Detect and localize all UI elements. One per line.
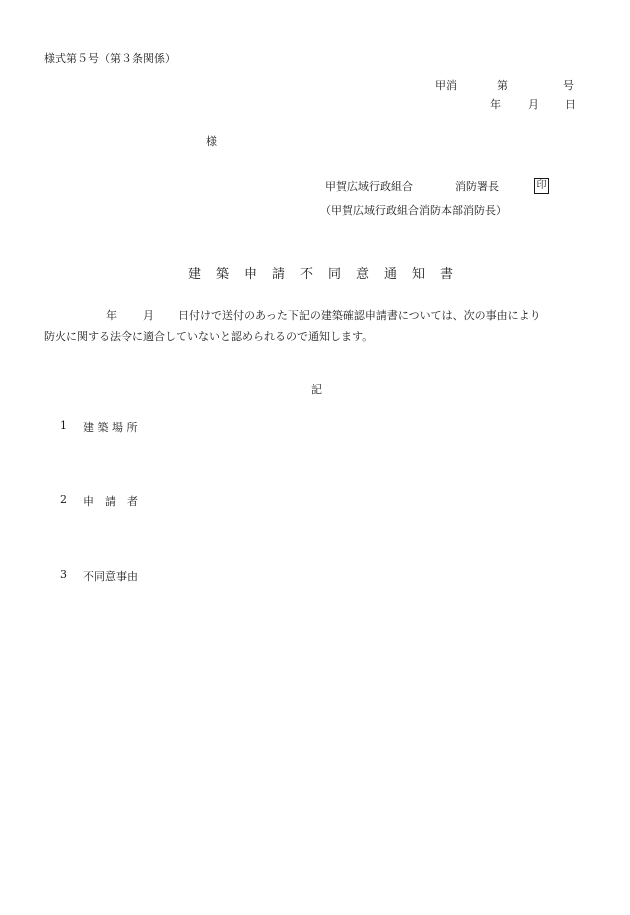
body-line-1 <box>44 305 592 326</box>
date-day: 日 <box>565 98 576 111</box>
document-number-go: 号 <box>563 79 574 92</box>
item-number: 2 <box>60 493 67 506</box>
body-line-2: 防火に関する法令に適合していないと認められるので通知します。 <box>44 330 374 343</box>
item-label: 不同意事由 <box>83 570 138 583</box>
document-title: 建 築 申 請 不 同 意 通 知 書 <box>188 267 455 282</box>
issuer-title: 消防署長 <box>455 180 499 193</box>
issuer-organization: 甲賀広域行政組合 <box>325 180 413 193</box>
body-line-1-text: 日付けで送付のあった下記の建築確認申請書については、次の事由により <box>178 309 541 322</box>
item-number: 3 <box>60 568 67 581</box>
seal-mark: 印 <box>534 178 549 194</box>
date-month: 月 <box>528 98 539 111</box>
issuer-subtitle: （甲賀広域行政組合消防本部消防長） <box>320 204 507 217</box>
item-label: 建 築 場 所 <box>83 421 138 434</box>
document-number-dai: 第 <box>497 79 508 92</box>
body-text <box>44 305 592 347</box>
recipient-honorific: 様 <box>206 135 217 148</box>
item-number: 1 <box>60 419 67 432</box>
item-label: 申 請 者 <box>83 495 138 508</box>
body-year: 年 <box>106 309 117 322</box>
ki-heading: 記 <box>311 383 322 396</box>
document-prefix: 甲消 <box>435 79 457 92</box>
date-year: 年 <box>490 98 501 111</box>
form-label: 様式第５号（第３条関係） <box>44 52 176 65</box>
body-month: 月 <box>143 309 154 322</box>
